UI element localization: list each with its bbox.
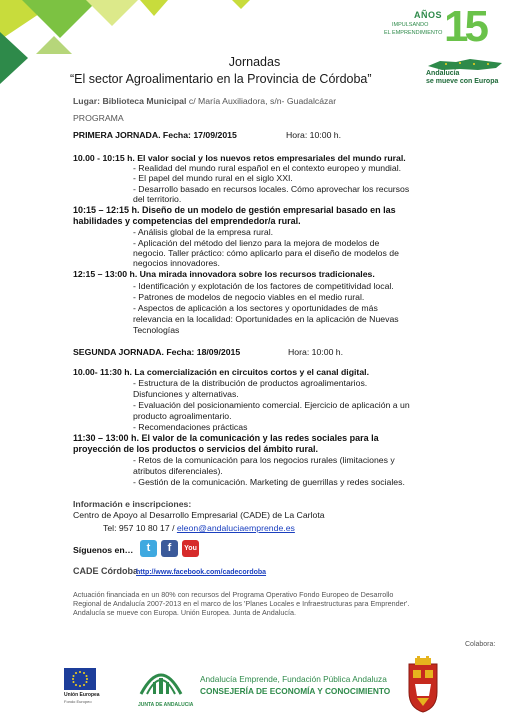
logo-anos-text: AÑOS bbox=[414, 10, 443, 20]
facebook-icon[interactable]: f bbox=[161, 540, 178, 557]
eu-sublabel: Fondo Europeo bbox=[64, 699, 92, 704]
session-title-cont: habilidades y competencias del emprendedor/a rural. bbox=[73, 216, 301, 226]
session-item: - Gestión de la comunicación. Marketing de guerrillas y redes sociales. bbox=[133, 477, 405, 487]
primera-jornada-heading: PRIMERA JORNADA. Fecha: 17/09/2015 bbox=[73, 130, 237, 140]
eu-flag-logo bbox=[64, 668, 96, 690]
session-item: - Realidad del mundo rural español en el contexto europeo y mundial. bbox=[133, 163, 402, 173]
segunda-jornada-heading: SEGUNDA JORNADA. Fecha: 18/09/2015 bbox=[73, 347, 241, 357]
junta-label: JUNTA DE ANDALUCIA bbox=[138, 702, 194, 708]
session-item: relevancia en la localidad: Oportunidades en la aplicación de Nuevas bbox=[133, 314, 399, 324]
session-item: - Patrones de modelos de negocio viables en el medio rural. bbox=[133, 292, 365, 302]
consejeria-label: CONSEJERÍA DE ECONOMÍA Y CONOCIMIENTO bbox=[200, 686, 391, 696]
session-item: atributos diferenciales). bbox=[133, 466, 223, 476]
info-tel: Tel: 957 10 80 17 / bbox=[103, 523, 177, 533]
session-item: - Identificación y explotación de los factores de competitividad local. bbox=[133, 281, 394, 291]
email-link[interactable]: eleon@andaluciaemprende.es bbox=[176, 523, 295, 533]
session-title: 12:15 – 13:00 h. Una mirada innovadora sobre los recursos tradicionales. bbox=[73, 269, 375, 279]
session-title: 11:30 – 13:00 h. El valor de la comunicación y las redes sociales para la bbox=[73, 433, 379, 443]
eu-stars-icon bbox=[64, 668, 96, 690]
decor-triangle bbox=[36, 36, 72, 54]
session-item: - Recomendaciones prácticas bbox=[133, 422, 248, 432]
session-item: - Desarrollo basado en recursos locales. Cómo aprovechar los recursos bbox=[133, 184, 410, 194]
financiacion-text: Actuación financiada en un 80% con recursos del Programa Operativo Fondo Europeo de Desarrollo bbox=[73, 590, 394, 599]
logo-line2: EL EMPRENDIMIENTO bbox=[384, 30, 443, 36]
info-centro: Centro de Apoyo al Desarrollo Empresarial (CADE) de La Carlota bbox=[73, 510, 325, 520]
decor-triangle bbox=[232, 0, 250, 9]
session-item: - El papel del mundo rural en el siglo XXI. bbox=[133, 173, 293, 183]
session-item: del territorio. bbox=[133, 194, 182, 204]
session-item: - Estructura de la distribución de productos agroalimentarios. bbox=[133, 378, 368, 388]
primera-jornada-hora: Hora: 10:00 h. bbox=[286, 130, 342, 140]
coat-of-arms-icon bbox=[403, 656, 443, 714]
colabora-label: Colabora: bbox=[465, 641, 496, 648]
logo-15-anos bbox=[384, 2, 500, 52]
session-title: 10.00- 11:30 h. La comercialización en circuitos cortos y el canal digital. bbox=[73, 367, 369, 377]
andalucia-emprende-label: Andalucía Emprende, Fundación Pública Andaluza bbox=[200, 674, 387, 684]
session-item: - Aplicación del método del lienzo para la mejora de modelos de bbox=[133, 238, 380, 248]
junta-andalucia-emblem-icon bbox=[136, 664, 186, 700]
page-subtitle: “El sector Agroalimentario en la Provincia de Córdoba” bbox=[70, 72, 372, 86]
cade-facebook-link[interactable]: http://www.facebook.com/cadecordoba bbox=[136, 569, 267, 576]
lugar-label: Lugar: Biblioteca Municipal bbox=[73, 96, 187, 106]
session-item: - Retos de la comunicación para los negocios rurales (limitaciones y bbox=[133, 455, 395, 465]
decor-triangle bbox=[86, 0, 138, 26]
session-item: - Evaluación del posicionamiento comercial. Ejercicio de aplicación a un bbox=[133, 400, 410, 410]
programa-label: PROGRAMA bbox=[73, 113, 124, 123]
session-item: negocio. Taller práctico: cómo aplicarlo para el diseño de modelos de bbox=[133, 248, 399, 258]
session-title: 10.00 - 10:15 h. El valor social y los nuevos retos empresariales del mundo rural. bbox=[73, 153, 406, 163]
session-item: - Aspectos de aplicación a los sectores y oportunidades de más bbox=[133, 303, 378, 313]
logo-number: 15 bbox=[444, 2, 485, 51]
session-title: 10:15 – 12:15 h. Diseño de un modelo de gestión empresarial basado en las bbox=[73, 205, 396, 215]
segunda-jornada-hora: Hora: 10:00 h. bbox=[288, 347, 344, 357]
andalucia-text: Andalucía bbox=[426, 70, 460, 77]
decor-triangle bbox=[140, 0, 168, 16]
session-item: Tecnologías bbox=[133, 325, 180, 335]
session-item: negocios innovadores. bbox=[133, 258, 220, 268]
session-item: producto agroalimentario. bbox=[133, 411, 232, 421]
lugar-line bbox=[73, 96, 336, 106]
info-contact bbox=[103, 523, 295, 533]
siguenos-label: Síguenos en… bbox=[73, 545, 134, 555]
financiacion-text: Andalucía se mueve con Europa. Unión Europea. Junta de Andalucía. bbox=[73, 608, 296, 617]
session-item: Disfunciones y alternativas. bbox=[133, 389, 239, 399]
logo-line1: IMPULSANDO bbox=[392, 22, 429, 28]
eu-label: Unión Europea bbox=[64, 692, 100, 698]
page-title: Jornadas bbox=[228, 55, 281, 69]
session-title-cont: proyección de los productos o servicios del ámbito rural. bbox=[73, 444, 319, 454]
financiacion-text: Regional de Andalucía 2007-2013 en el marco de los 'Planes Locales e Infraestructuras para Emprender'. bbox=[73, 599, 410, 608]
session-item: - Análisis global de la empresa rural. bbox=[133, 227, 274, 237]
andalucia-text-2: se mueve con Europa bbox=[426, 78, 499, 85]
lugar-value: c/ María Auxiliadora, s/n- Guadalcázar bbox=[186, 96, 337, 106]
cade-label: CADE Córdoba bbox=[73, 566, 138, 576]
youtube-icon[interactable]: You bbox=[182, 540, 199, 557]
twitter-icon[interactable]: t bbox=[140, 540, 157, 557]
info-heading: Información e inscripciones: bbox=[73, 499, 192, 509]
